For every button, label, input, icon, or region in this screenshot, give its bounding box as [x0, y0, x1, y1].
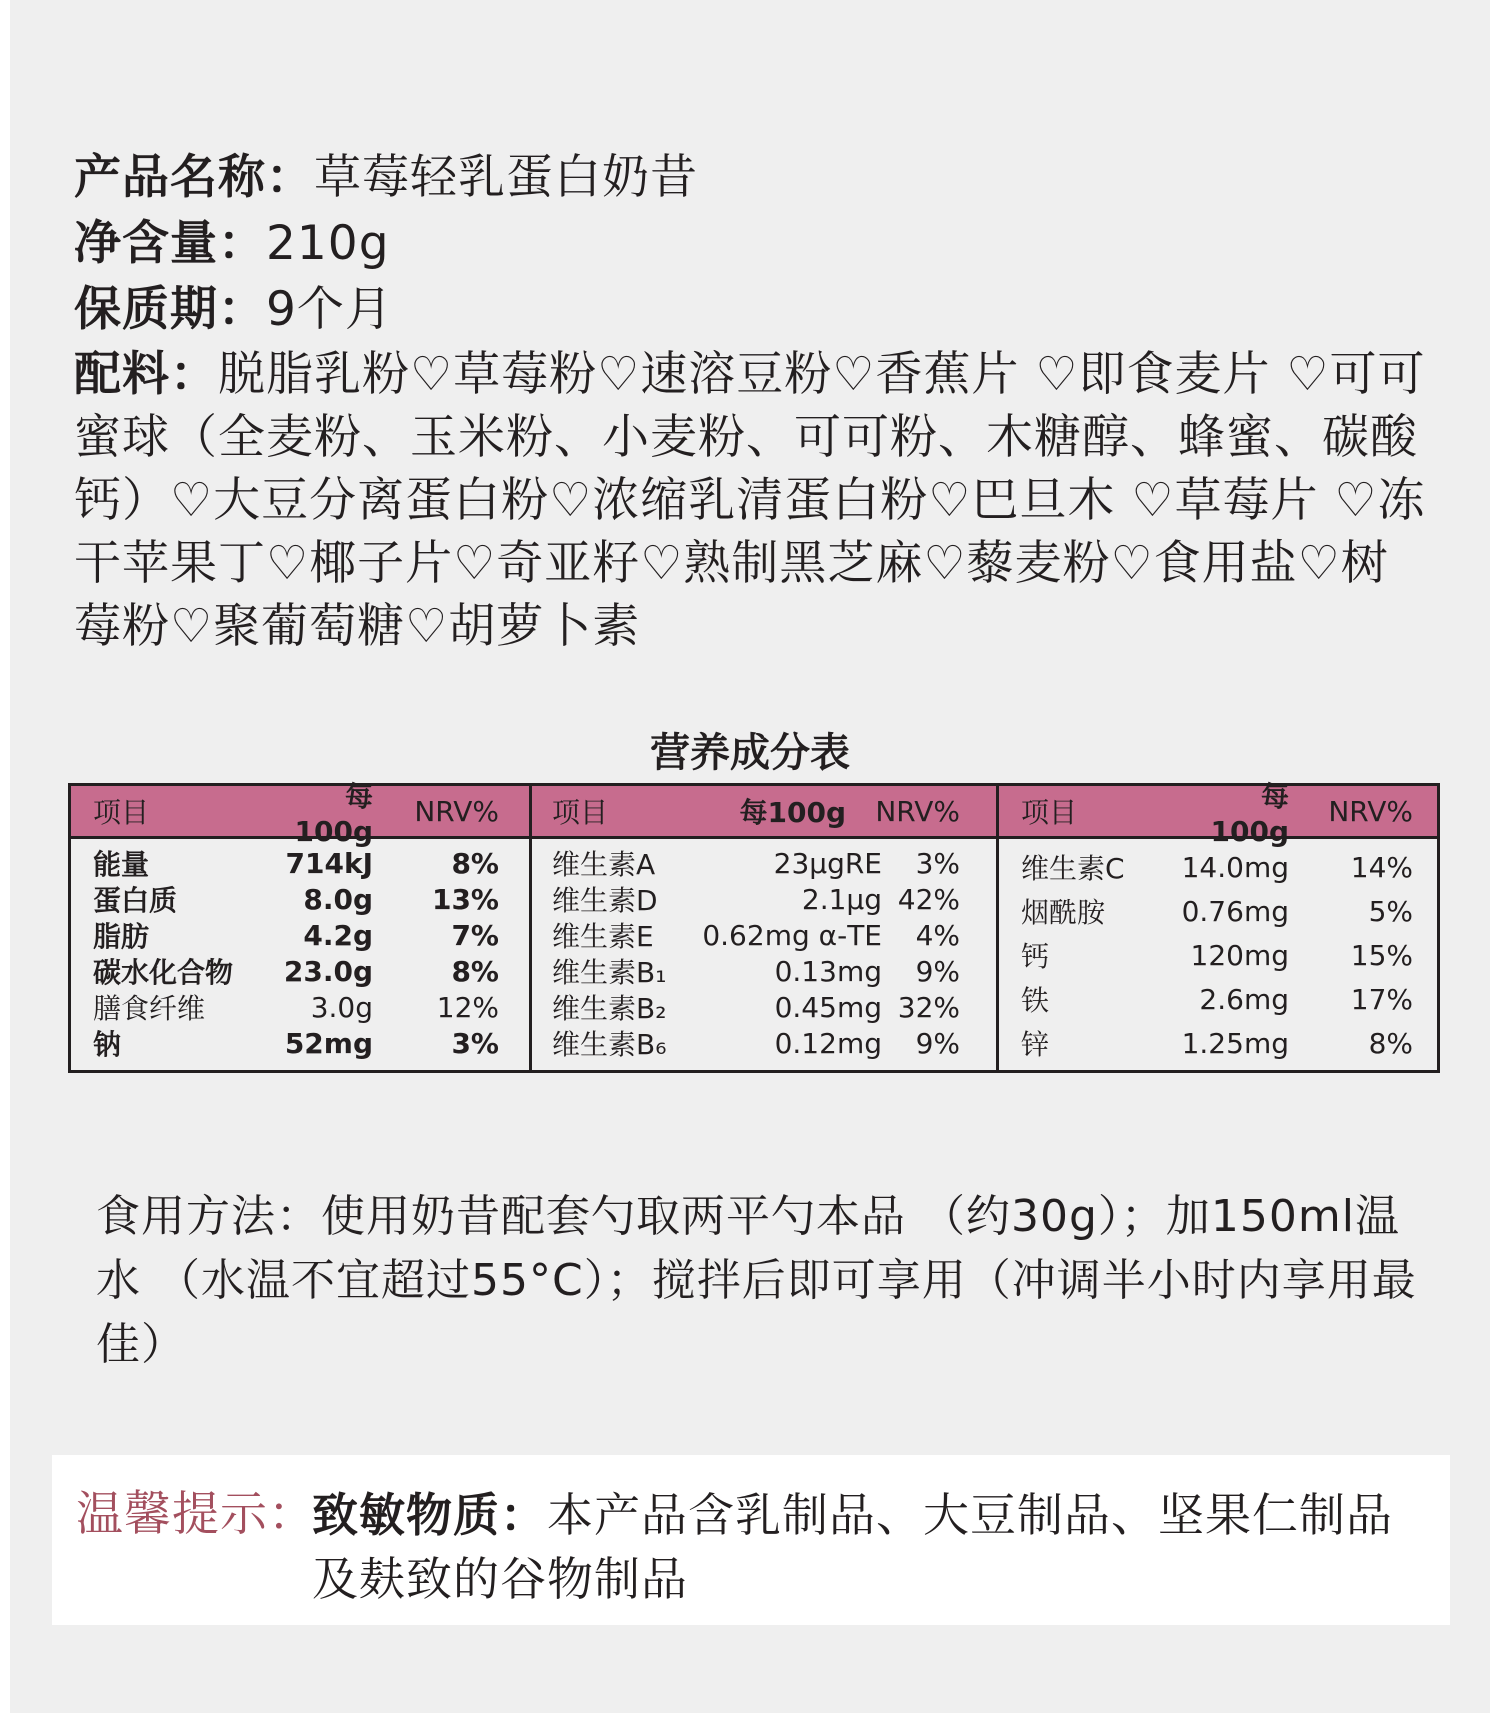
nutrient-name: 钙: [1021, 940, 1050, 973]
header-nrv: NRV%: [1328, 794, 1413, 828]
nutrient-nrv: 42%: [897, 882, 960, 916]
nutrition-row: [532, 1025, 996, 1061]
header-nrv: NRV%: [875, 794, 960, 828]
nutrient-nrv: 14%: [1350, 850, 1413, 884]
nutrient-value: 0.62mg α-TE: [702, 918, 882, 952]
nutrition-row: [532, 953, 996, 989]
nutrition-rows: [532, 839, 996, 1061]
net-weight-label: 净含量：: [74, 216, 266, 271]
nutrition-row: [71, 917, 529, 953]
nutrient-nrv: 9%: [915, 1026, 960, 1060]
ingredients-value: 脱脂乳粉♡草莓粉♡速溶豆粉♡香蕉片 ♡即食麦片 ♡可可蜜球（全麦粉、玉米粉、小麦粉、可可粉、木糖醇、蜂蜜、碳酸钙）♡大豆分离蛋白粉♡浓缩乳清蛋白粉♡巴旦木 ♡草莓片 ♡冻干苹果丁♡椰子片♡奇亚籽♡熟制黑芝麻♡藜麦粉♡食用盐♡树莓粉♡聚葡萄糖♡胡萝卜素: [74, 347, 1426, 654]
usage-instructions: 食用方法：使用奶昔配套勺取两平勺本品 （约30g）；加150ml温水 （水温不宜超过55°C）；搅拌后即可享用（冲调半小时内享用最佳）: [96, 1191, 1417, 1370]
nutrient-name: 锌: [1021, 1028, 1050, 1061]
nutrient-nrv: 8%: [1368, 1026, 1413, 1060]
nutrient-name: 维生素B₆: [552, 1028, 667, 1061]
nutrient-value: 23μgRE: [773, 846, 882, 880]
nutrient-name: 钠: [93, 1028, 122, 1061]
nutrition-row: [999, 845, 1437, 889]
nutrition-row: [532, 989, 996, 1025]
shelf-life-line: [74, 277, 1434, 343]
product-name-label: 产品名称：: [74, 150, 314, 205]
header-item: 项目: [93, 796, 150, 829]
nutrient-name: 维生素B₁: [552, 956, 667, 989]
nutrient-nrv: 3%: [451, 1026, 499, 1060]
nutrient-nrv: 17%: [1350, 982, 1413, 1016]
shelf-life-label: 保质期：: [74, 282, 266, 337]
nutrient-value: 52mg: [284, 1026, 373, 1060]
nutrition-column-1: [71, 779, 529, 1070]
nutrition-row: [71, 989, 529, 1025]
ingredients-label: 配料：: [74, 347, 218, 402]
nutrient-name: 膳食纤维: [93, 992, 206, 1025]
allergen-text: 本产品含乳制品、大豆制品、坚果仁制品及麸致的谷物制品: [312, 1488, 1393, 1606]
nutrient-name: 维生素E: [552, 920, 654, 953]
nutrition-column-3: [996, 779, 1437, 1070]
nutrition-table-title: 营养成分表: [650, 730, 850, 776]
tips-box: [52, 1455, 1450, 1625]
nutrition-row: [71, 845, 529, 881]
nutrient-value: 120mg: [1190, 938, 1289, 972]
allergen-label: 致敏物质：: [312, 1488, 547, 1542]
nutrient-name: 碳水化合物: [93, 956, 234, 989]
nutrition-row: [532, 845, 996, 881]
nutrient-value: 0.12mg: [774, 1026, 882, 1060]
header-per-100g: 每100g: [1210, 779, 1289, 848]
nutrition-row: [532, 917, 996, 953]
nutrient-name: 烟酰胺: [1021, 896, 1106, 929]
nutrient-nrv: 15%: [1350, 938, 1413, 972]
nutrition-column-header: [999, 779, 1437, 848]
nutrient-name: 能量: [93, 848, 150, 881]
nutrition-column-2: [529, 786, 996, 1070]
nutrition-row: [71, 1025, 529, 1061]
nutrient-value: 2.1μg: [801, 882, 882, 916]
nutrition-row: [71, 881, 529, 917]
nutrition-column-header: [71, 779, 529, 848]
header-per-100g: 每100g: [739, 796, 846, 829]
nutrient-name: 维生素A: [552, 848, 656, 881]
nutrient-nrv: 12%: [436, 990, 499, 1024]
nutrient-nrv: 5%: [1368, 894, 1413, 928]
nutrient-nrv: 7%: [451, 918, 499, 952]
shelf-life-value: 9个月: [266, 282, 393, 337]
nutrient-nrv: 32%: [897, 990, 960, 1024]
nutrient-value: 8.0g: [303, 882, 373, 916]
nutrition-row: [999, 977, 1437, 1021]
nutrient-name: 蛋白质: [93, 884, 178, 917]
nutrition-rows: [999, 839, 1437, 1065]
net-weight-value: 210g: [266, 216, 390, 271]
nutrient-value: 4.2g: [303, 918, 373, 952]
net-weight-line: [74, 211, 1434, 277]
nutrient-value: 3.0g: [310, 990, 373, 1024]
nutrient-name: 维生素C: [1021, 852, 1125, 885]
nutrition-row: [532, 881, 996, 917]
nutrition-row: [999, 889, 1437, 933]
nutrient-nrv: 13%: [431, 882, 499, 916]
nutrient-name: 维生素D: [552, 884, 658, 917]
nutrient-value: 23.0g: [283, 954, 373, 988]
nutrition-row: [71, 953, 529, 989]
nutrient-nrv: 4%: [915, 918, 960, 952]
nutrition-rows: [71, 839, 529, 1061]
nutrient-name: 铁: [1021, 984, 1050, 1017]
tips-label: 温馨提示：: [76, 1487, 316, 1542]
nutrient-nrv: 3%: [915, 846, 960, 880]
nutrient-nrv: 8%: [451, 846, 499, 880]
product-name-line: [74, 145, 1434, 211]
nutrient-value: 2.6mg: [1199, 982, 1289, 1016]
nutrient-value: 0.45mg: [774, 990, 882, 1024]
product-info: [74, 145, 1434, 658]
nutrient-name: 维生素B₂: [552, 992, 667, 1025]
nutrition-row: [999, 1021, 1437, 1065]
header-nrv: NRV%: [414, 794, 499, 828]
header-per-100g: 每100g: [294, 779, 373, 848]
nutrient-value: 0.76mg: [1181, 894, 1289, 928]
nutrient-nrv: 8%: [451, 954, 499, 988]
nutrient-value: 1.25mg: [1181, 1026, 1289, 1060]
nutrient-nrv: 9%: [915, 954, 960, 988]
ingredients-block: [74, 343, 1434, 658]
header-item: 项目: [552, 796, 609, 829]
nutrition-table: [68, 779, 1440, 1073]
nutrient-value: 14.0mg: [1181, 850, 1289, 884]
nutrient-value: 714kJ: [285, 846, 373, 880]
nutrient-name: 脂肪: [93, 920, 150, 953]
nutrition-column-header: [532, 786, 996, 839]
nutrition-row: [999, 933, 1437, 977]
nutrient-value: 0.13mg: [774, 954, 882, 988]
product-name-value: 草莓轻乳蛋白奶昔: [314, 150, 698, 205]
allergen-info: [312, 1483, 1432, 1611]
header-item: 项目: [1021, 796, 1078, 829]
